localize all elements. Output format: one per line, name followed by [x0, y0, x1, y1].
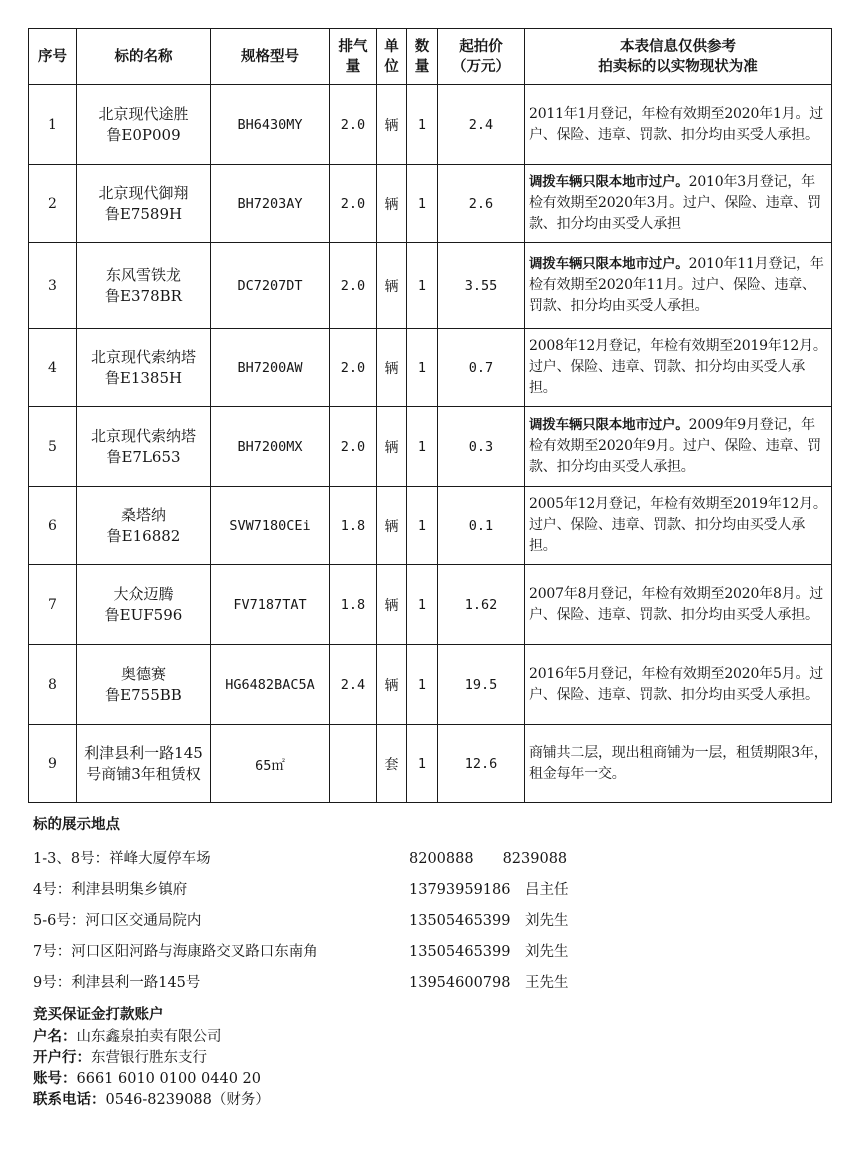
cell-note: [525, 407, 832, 487]
cell-no: 3: [29, 243, 77, 329]
cell-price: 0.1: [438, 487, 525, 565]
cell-quantity: 1: [407, 243, 438, 329]
cell-price: 0.3: [438, 407, 525, 487]
table-row: [29, 243, 832, 329]
location-item: [33, 940, 633, 960]
cell-name: [77, 565, 211, 645]
note-text: 商铺共二层，现出租商铺为一层，租赁期限3年，租金每年一交。: [529, 744, 828, 782]
cell-unit: 辆: [377, 165, 407, 243]
account-line: [33, 1027, 222, 1047]
account-line: [33, 1090, 270, 1110]
account-key: 户名：: [33, 1029, 77, 1045]
location-contact: 13793959186 吕主任: [409, 882, 569, 898]
cell-no: 8: [29, 645, 77, 725]
note-text: 2010年3月登记，年检有效期至2020年3月。过户、保险、违章、罚款、扣分均由买受人承担: [529, 174, 821, 232]
item-name: 北京现代途胜: [98, 104, 189, 123]
cell-quantity: 1: [407, 565, 438, 645]
account-line: [33, 1048, 207, 1068]
cell-unit: 辆: [377, 487, 407, 565]
item-name: 大众迈腾: [113, 584, 174, 603]
location-contact: 13505465399 刘先生: [409, 913, 569, 929]
cell-note: [525, 329, 832, 407]
account-key: 联系电话：: [33, 1092, 106, 1108]
item-name: 北京现代索纳塔: [90, 426, 196, 445]
cell-no: 2: [29, 165, 77, 243]
cell-displacement: [330, 725, 377, 803]
account-value: 东营银行胜东支行: [91, 1050, 207, 1066]
account-line: [33, 1069, 261, 1089]
header-model: 规格型号: [211, 29, 330, 85]
item-plate: 鲁E16882: [106, 526, 181, 545]
account-value: 0546-8239088（财务）: [105, 1092, 270, 1108]
cell-quantity: 1: [407, 725, 438, 803]
note-emphasis: 调拨车辆只限本地市过户。: [529, 256, 689, 272]
location-label: 5-6号：河口区交通局院内: [33, 913, 202, 929]
table-row: [29, 329, 832, 407]
cell-displacement: 2.4: [330, 645, 377, 725]
cell-no: 9: [29, 725, 77, 803]
cell-price: 12.6: [438, 725, 525, 803]
cell-note: [525, 487, 832, 565]
header-unit: 单 位: [377, 29, 407, 85]
cell-quantity: 1: [407, 329, 438, 407]
cell-note: [525, 645, 832, 725]
cell-quantity: 1: [407, 487, 438, 565]
cell-displacement: 1.8: [330, 565, 377, 645]
location-item: [33, 847, 633, 867]
cell-name: [77, 85, 211, 165]
cell-name: [77, 407, 211, 487]
item-name: 利津县利一路145: [84, 743, 203, 762]
cell-unit: 辆: [377, 329, 407, 407]
note-emphasis: 调拨车辆只限本地市过户。: [529, 417, 689, 433]
cell-name: [77, 645, 211, 725]
cell-note: [525, 85, 832, 165]
cell-unit: 辆: [377, 407, 407, 487]
table-row: [29, 85, 832, 165]
item-name: 桑塔纳: [120, 505, 166, 524]
cell-name: [77, 725, 211, 803]
cell-displacement: 2.0: [330, 85, 377, 165]
table-header-row: [29, 29, 832, 85]
cell-price: 3.55: [438, 243, 525, 329]
cell-quantity: 1: [407, 407, 438, 487]
note-emphasis: 调拨车辆只限本地市过户。: [529, 174, 689, 190]
table-row: [29, 725, 832, 803]
location-contact: 13954600798 王先生: [409, 975, 569, 991]
location-label: 4号：利津县明集乡镇府: [33, 882, 188, 898]
account-key: 账号：: [33, 1071, 77, 1087]
item-name: 北京现代御翔: [98, 183, 189, 202]
cell-unit: 套: [377, 725, 407, 803]
account-key: 开户行：: [33, 1050, 91, 1066]
cell-quantity: 1: [407, 85, 438, 165]
item-plate: 号商铺3年租赁权: [86, 764, 201, 783]
cell-unit: 辆: [377, 565, 407, 645]
item-plate: 鲁E0P009: [106, 125, 181, 144]
note-text: 2005年12月登记，年检有效期至2019年12月。过户、保险、违章、罚款、扣分均由买受人承担。: [529, 496, 827, 554]
cell-model: SVW7180CEi: [211, 487, 330, 565]
cell-model: 65㎡: [211, 725, 330, 803]
location-contact: 13505465399 刘先生: [409, 944, 569, 960]
cell-displacement: 2.0: [330, 329, 377, 407]
note-text: 2007年8月登记，年检有效期至2020年8月。过户、保险、违章、罚款、扣分均由买受人承担。: [529, 585, 824, 623]
header-start-price: 起拍价 （万元）: [438, 29, 525, 85]
cell-no: 1: [29, 85, 77, 165]
cell-model: DC7207DT: [211, 243, 330, 329]
header-displacement: 排气 量: [330, 29, 377, 85]
cell-model: BH6430MY: [211, 85, 330, 165]
cell-model: HG6482BAC5A: [211, 645, 330, 725]
cell-quantity: 1: [407, 165, 438, 243]
cell-model: BH7200AW: [211, 329, 330, 407]
location-label: 9号：利津县利一路145号: [33, 975, 201, 991]
item-plate: 鲁E7L653: [106, 447, 181, 466]
cell-note: [525, 725, 832, 803]
table-row: [29, 487, 832, 565]
locations-title: 标的展示地点: [33, 817, 120, 833]
note-text: 2009年9月登记，年检有效期至2020年9月。过户、保险、违章、罚款、扣分均由买受人承担。: [529, 417, 821, 475]
table-row: [29, 565, 832, 645]
cell-price: 0.7: [438, 329, 525, 407]
item-plate: 鲁E755BB: [105, 685, 182, 704]
cell-price: 1.62: [438, 565, 525, 645]
cell-no: 7: [29, 565, 77, 645]
cell-model: BH7203AY: [211, 165, 330, 243]
cell-no: 5: [29, 407, 77, 487]
location-contact: 8200888 8239088: [409, 851, 568, 867]
cell-price: 2.4: [438, 85, 525, 165]
cell-displacement: 2.0: [330, 243, 377, 329]
header-note: 本表信息仅供参考 拍卖标的以实物现状为准: [525, 29, 832, 85]
item-plate: 鲁EUF596: [104, 605, 183, 624]
location-label: 1-3、8号：祥峰大厦停车场: [33, 851, 211, 867]
cell-note: [525, 565, 832, 645]
cell-displacement: 2.0: [330, 165, 377, 243]
cell-price: 2.6: [438, 165, 525, 243]
cell-unit: 辆: [377, 243, 407, 329]
cell-name: [77, 165, 211, 243]
cell-note: [525, 243, 832, 329]
cell-model: BH7200MX: [211, 407, 330, 487]
cell-displacement: 2.0: [330, 407, 377, 487]
item-name: 东风雪铁龙: [105, 265, 181, 284]
item-name: 奥德赛: [120, 664, 166, 683]
item-plate: 鲁E378BR: [105, 286, 182, 305]
cell-note: [525, 165, 832, 243]
cell-no: 6: [29, 487, 77, 565]
cell-unit: 辆: [377, 645, 407, 725]
location-label: 7号：河口区阳河路与海康路交叉路口东南角: [33, 944, 318, 960]
header-no: 序号: [29, 29, 77, 85]
location-item: [33, 971, 633, 991]
cell-unit: 辆: [377, 85, 407, 165]
table-row: [29, 165, 832, 243]
cell-price: 19.5: [438, 645, 525, 725]
item-plate: 鲁E1385H: [104, 368, 183, 387]
note-text: 2016年5月登记，年检有效期至2020年5月。过户、保险、违章、罚款、扣分均由买受人承担。: [529, 665, 824, 703]
auction-table: [28, 28, 832, 803]
account-value: 山东鑫泉拍卖有限公司: [76, 1029, 222, 1045]
account-value: 6661 6010 0100 0440 20: [76, 1071, 261, 1087]
header-quantity: 数 量: [407, 29, 438, 85]
cell-displacement: 1.8: [330, 487, 377, 565]
note-text: 2008年12月登记，年检有效期至2019年12月。过户、保险、违章、罚款、扣分均由买受人承担。: [529, 338, 827, 396]
cell-quantity: 1: [407, 645, 438, 725]
cell-name: [77, 243, 211, 329]
cell-name: [77, 329, 211, 407]
table-row: [29, 407, 832, 487]
cell-name: [77, 487, 211, 565]
header-name: 标的名称: [77, 29, 211, 85]
table-row: [29, 645, 832, 725]
location-item: [33, 878, 633, 898]
cell-no: 4: [29, 329, 77, 407]
note-text: 2010年11月登记，年检有效期至2020年11月。过户、保险、违章、罚款、扣分均由买受人承担。: [529, 256, 824, 314]
item-plate: 鲁E7589H: [104, 204, 183, 223]
item-name: 北京现代索纳塔: [90, 347, 196, 366]
cell-model: FV7187TAT: [211, 565, 330, 645]
account-title: 竞买保证金打款账户: [33, 1007, 164, 1023]
location-item: [33, 909, 633, 929]
note-text: 2011年1月登记，年检有效期至2020年1月。过户、保险、违章、罚款、扣分均由买受人承担。: [529, 105, 824, 143]
